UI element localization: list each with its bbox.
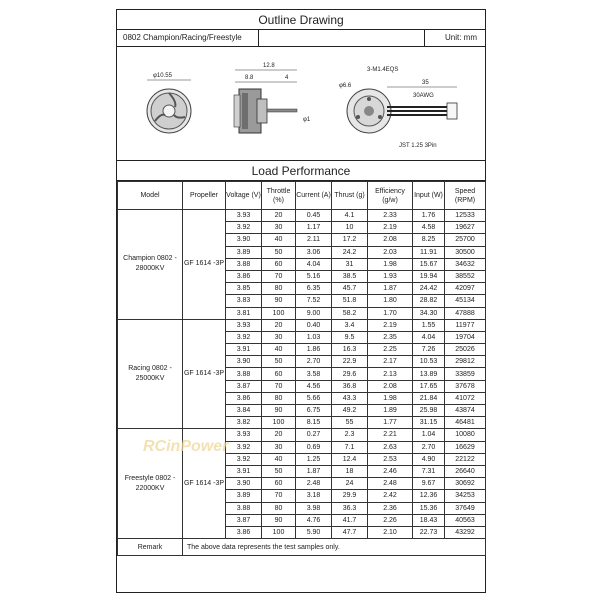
table-cell: 22.73	[413, 526, 445, 538]
table-cell: 2.33	[368, 210, 413, 222]
table-cell: 90	[262, 295, 296, 307]
dim-hole-circle: φ6.6	[339, 83, 352, 89]
table-cell: 47.7	[332, 526, 368, 538]
table-cell: 3.91	[226, 344, 262, 356]
table-cell: 3.86	[226, 526, 262, 538]
model-cell: Champion 0802 - 28000KV	[118, 210, 183, 320]
table-cell: 20	[262, 319, 296, 331]
table-cell: 33859	[445, 368, 486, 380]
table-cell: 3.86	[226, 270, 262, 282]
table-cell: 0.69	[296, 441, 332, 453]
table-cell: 70	[262, 380, 296, 392]
table-cell: 2.46	[368, 465, 413, 477]
table-cell: 7.26	[413, 344, 445, 356]
table-cell: 4.58	[413, 222, 445, 234]
performance-table	[117, 181, 486, 556]
table-cell: 30	[262, 222, 296, 234]
motor-side-view	[234, 89, 297, 133]
table-cell: 2.19	[368, 319, 413, 331]
table-cell: 3.83	[226, 295, 262, 307]
table-cell: 43292	[445, 526, 486, 538]
table-cell: 21.84	[413, 392, 445, 404]
table-cell: 3.92	[226, 331, 262, 343]
table-cell: 3.93	[226, 210, 262, 222]
table-cell: 9.5	[332, 331, 368, 343]
connector-label: JST 1.25 3Pin	[399, 143, 437, 149]
dim-wire-gauge: 30AWG	[413, 93, 434, 99]
table-cell: 1.04	[413, 429, 445, 441]
table-cell: 80	[262, 502, 296, 514]
table-cell: 2.70	[413, 441, 445, 453]
motor-rear-view	[347, 89, 457, 133]
divider	[258, 30, 259, 46]
table-cell: 36.8	[332, 380, 368, 392]
table-cell: 15.36	[413, 502, 445, 514]
table-cell: 2.10	[368, 526, 413, 538]
table-cell: 3.82	[226, 417, 262, 429]
table-cell: 50	[262, 356, 296, 368]
table-cell: 7.31	[413, 465, 445, 477]
table-cell: 1.70	[368, 307, 413, 319]
outline-drawing	[117, 47, 485, 161]
table-cell: 30	[262, 441, 296, 453]
table-cell: 2.08	[368, 380, 413, 392]
table-cell: 19704	[445, 331, 486, 343]
table-cell: 25.98	[413, 405, 445, 417]
table-cell: 90	[262, 514, 296, 526]
table-cell: 1.17	[296, 222, 332, 234]
table-cell: 3.87	[226, 380, 262, 392]
table-cell: 1.03	[296, 331, 332, 343]
table-cell: 38552	[445, 270, 486, 282]
table-cell: 70	[262, 490, 296, 502]
table-cell: 1.87	[368, 283, 413, 295]
table-cell: 8.25	[413, 234, 445, 246]
table-cell: 70	[262, 270, 296, 282]
table-cell: 3.85	[226, 283, 262, 295]
table-cell: 2.70	[296, 356, 332, 368]
table-cell: 1.89	[368, 405, 413, 417]
table-cell: 17.2	[332, 234, 368, 246]
model-cell: Racing 0802 - 25000KV	[118, 319, 183, 429]
table-cell: 41072	[445, 392, 486, 404]
table-cell: 1.76	[413, 210, 445, 222]
table-cell: 0.40	[296, 319, 332, 331]
table-cell: 2.19	[368, 222, 413, 234]
table-cell: 3.92	[226, 441, 262, 453]
table-cell: 4.56	[296, 380, 332, 392]
table-cell: 2.48	[368, 478, 413, 490]
table-cell: 1.77	[368, 417, 413, 429]
table-cell: 22122	[445, 453, 486, 465]
table-cell: 10	[332, 222, 368, 234]
col-input: Input (W)	[413, 182, 445, 210]
col-throttle: Throttle (%)	[262, 182, 296, 210]
table-cell: 2.11	[296, 234, 332, 246]
table-cell: 3.90	[226, 356, 262, 368]
table-cell: 4.1	[332, 210, 368, 222]
table-cell: 7.1	[332, 441, 368, 453]
table-cell: 90	[262, 405, 296, 417]
table-cell: 2.3	[332, 429, 368, 441]
table-cell: 80	[262, 283, 296, 295]
table-cell: 8.15	[296, 417, 332, 429]
table-cell: 47888	[445, 307, 486, 319]
table-cell: 2.03	[368, 246, 413, 258]
remark-text: The above data represents the test samples only.	[183, 539, 486, 556]
table-cell: 3.93	[226, 319, 262, 331]
dim-wire-length: 35	[422, 80, 429, 86]
table-cell: 49.2	[332, 405, 368, 417]
table-cell: 2.26	[368, 514, 413, 526]
table-cell: 20	[262, 210, 296, 222]
table-cell: 10.53	[413, 356, 445, 368]
table-cell: 3.81	[226, 307, 262, 319]
table-cell: 1.98	[368, 392, 413, 404]
dim-length: 12.8	[263, 63, 275, 69]
model-cell: Freestyle 0802 - 22000KV	[118, 429, 183, 539]
table-cell: 58.2	[332, 307, 368, 319]
table-cell: 36.3	[332, 502, 368, 514]
col-thrust: Thrust (g)	[332, 182, 368, 210]
table-cell: 26640	[445, 465, 486, 477]
table-cell: 2.08	[368, 234, 413, 246]
table-cell: 1.98	[368, 258, 413, 270]
table-cell: 40	[262, 234, 296, 246]
table-cell: 100	[262, 307, 296, 319]
motor-front-view	[147, 89, 191, 133]
table-cell: 2.63	[368, 441, 413, 453]
table-cell: 11977	[445, 319, 486, 331]
table-cell: 16.3	[332, 344, 368, 356]
table-cell: 24.42	[413, 283, 445, 295]
table-cell: 46481	[445, 417, 486, 429]
table-cell: 3.86	[226, 392, 262, 404]
col-propeller: Propeller	[183, 182, 226, 210]
table-cell: 42097	[445, 283, 486, 295]
table-cell: 12.4	[332, 453, 368, 465]
table-cell: 37678	[445, 380, 486, 392]
divider	[424, 30, 425, 46]
table-cell: 3.92	[226, 222, 262, 234]
col-speed: Speed (RPM)	[445, 182, 486, 210]
table-cell: 34.30	[413, 307, 445, 319]
table-cell: 31	[332, 258, 368, 270]
table-cell: 2.48	[296, 478, 332, 490]
table-cell: 40563	[445, 514, 486, 526]
table-header-row	[118, 182, 486, 210]
table-cell: 12533	[445, 210, 486, 222]
table-row	[118, 319, 486, 331]
table-cell: 1.25	[296, 453, 332, 465]
table-cell: 29.9	[332, 490, 368, 502]
table-cell: 2.13	[368, 368, 413, 380]
table-cell: 22.9	[332, 356, 368, 368]
table-cell: 51.8	[332, 295, 368, 307]
col-current: Current (A)	[296, 182, 332, 210]
subtitle-row	[117, 30, 485, 47]
table-cell: 5.66	[296, 392, 332, 404]
table-cell: 1.93	[368, 270, 413, 282]
table-cell: 3.90	[226, 234, 262, 246]
table-cell: 60	[262, 478, 296, 490]
table-cell: 18	[332, 465, 368, 477]
table-cell: 45.7	[332, 283, 368, 295]
table-cell: 5.16	[296, 270, 332, 282]
table-cell: 4.04	[296, 258, 332, 270]
table-cell: 3.84	[226, 405, 262, 417]
table-cell: 34632	[445, 258, 486, 270]
table-row	[118, 210, 486, 222]
table-cell: 1.55	[413, 319, 445, 331]
table-cell: 2.17	[368, 356, 413, 368]
page-title: Outline Drawing	[117, 10, 485, 30]
table-cell: 40	[262, 344, 296, 356]
table-cell: 7.52	[296, 295, 332, 307]
table-cell: 0.45	[296, 210, 332, 222]
table-cell: 1.86	[296, 344, 332, 356]
table-cell: 9.67	[413, 478, 445, 490]
table-cell: 29.6	[332, 368, 368, 380]
dim-shaft-dia: φ1	[303, 117, 311, 123]
table-cell: 3.88	[226, 502, 262, 514]
table-cell: 100	[262, 417, 296, 429]
col-model: Model	[118, 182, 183, 210]
table-cell: 12.36	[413, 490, 445, 502]
table-cell: 30500	[445, 246, 486, 258]
col-voltage: Voltage (V)	[226, 182, 262, 210]
table-cell: 31.15	[413, 417, 445, 429]
table-cell: 5.90	[296, 526, 332, 538]
propeller-cell: GF 1614 -3P	[183, 429, 226, 539]
table-cell: 11.91	[413, 246, 445, 258]
table-cell: 2.21	[368, 429, 413, 441]
table-cell: 24	[332, 478, 368, 490]
table-cell: 18.43	[413, 514, 445, 526]
remark-row	[118, 539, 486, 556]
outline-sheet	[116, 9, 486, 593]
table-cell: 29812	[445, 356, 486, 368]
dim-screws: 3-M1.4EQS	[367, 67, 399, 73]
table-cell: 30692	[445, 478, 486, 490]
table-cell: 43.3	[332, 392, 368, 404]
table-body	[118, 210, 486, 539]
table-cell: 50	[262, 246, 296, 258]
table-cell: 30	[262, 331, 296, 343]
model-names: 0802 Champion/Racing/Freestyle	[123, 33, 242, 42]
propeller-cell: GF 1614 -3P	[183, 319, 226, 429]
table-cell: 2.42	[368, 490, 413, 502]
table-cell: 4.04	[413, 331, 445, 343]
table-cell: 16629	[445, 441, 486, 453]
table-cell: 3.06	[296, 246, 332, 258]
table-cell: 24.2	[332, 246, 368, 258]
table-cell: 3.87	[226, 514, 262, 526]
table-cell: 25026	[445, 344, 486, 356]
watermark-logo	[141, 434, 229, 456]
table-cell: 25700	[445, 234, 486, 246]
table-cell: 3.89	[226, 246, 262, 258]
table-cell: 37649	[445, 502, 486, 514]
table-cell: 34253	[445, 490, 486, 502]
svg-text:RCinPower: RCinPower	[143, 438, 229, 455]
table-cell: 55	[332, 417, 368, 429]
table-cell: 19627	[445, 222, 486, 234]
table-cell: 3.98	[296, 502, 332, 514]
table-cell: 6.75	[296, 405, 332, 417]
table-cell: 17.65	[413, 380, 445, 392]
section-title: Load Performance	[117, 161, 485, 181]
col-efficiency: Efficiency (g/w)	[368, 182, 413, 210]
table-cell: 60	[262, 368, 296, 380]
table-cell: 2.36	[368, 502, 413, 514]
unit-label: Unit: mm	[445, 33, 477, 42]
remark-label: Remark	[118, 539, 183, 556]
table-cell: 40	[262, 453, 296, 465]
table-cell: 1.80	[368, 295, 413, 307]
table-cell: 3.92	[226, 453, 262, 465]
table-cell: 3.4	[332, 319, 368, 331]
propeller-cell: GF 1614 -3P	[183, 210, 226, 320]
dim-diameter: φ10.55	[153, 73, 172, 79]
table-cell: 2.25	[368, 344, 413, 356]
table-cell: 3.58	[296, 368, 332, 380]
table-cell: 19.94	[413, 270, 445, 282]
table-cell: 20	[262, 429, 296, 441]
table-cell: 6.35	[296, 283, 332, 295]
table-cell: 4.90	[413, 453, 445, 465]
dim-body: 8.8	[245, 75, 254, 81]
dim-shaft: 4	[285, 75, 289, 81]
table-cell: 3.90	[226, 478, 262, 490]
table-cell: 15.67	[413, 258, 445, 270]
table-cell: 3.89	[226, 490, 262, 502]
table-cell: 28.82	[413, 295, 445, 307]
table-cell: 3.18	[296, 490, 332, 502]
table-cell: 45134	[445, 295, 486, 307]
table-cell: 80	[262, 392, 296, 404]
table-cell: 10080	[445, 429, 486, 441]
table-cell: 9.00	[296, 307, 332, 319]
table-cell: 13.89	[413, 368, 445, 380]
table-cell: 3.88	[226, 258, 262, 270]
table-cell: 60	[262, 258, 296, 270]
table-cell: 3.93	[226, 429, 262, 441]
table-cell: 50	[262, 465, 296, 477]
table-cell: 41.7	[332, 514, 368, 526]
motor-drawing	[117, 47, 485, 160]
table-cell: 2.35	[368, 331, 413, 343]
table-cell: 43874	[445, 405, 486, 417]
table-cell: 2.53	[368, 453, 413, 465]
table-cell: 100	[262, 526, 296, 538]
table-cell: 1.87	[296, 465, 332, 477]
table-cell: 3.88	[226, 368, 262, 380]
table-cell: 0.27	[296, 429, 332, 441]
table-cell: 3.91	[226, 465, 262, 477]
table-cell: 38.5	[332, 270, 368, 282]
table-cell: 4.76	[296, 514, 332, 526]
